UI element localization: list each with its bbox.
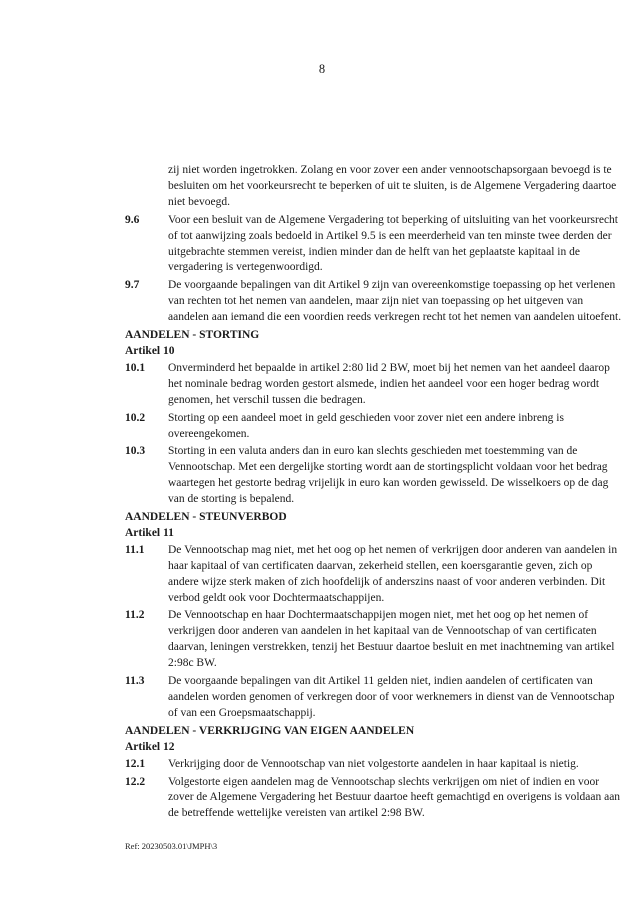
section-heading-eigen-aandelen: AANDELEN - VERKRIJGING VAN EIGEN AANDELEN (125, 724, 415, 737)
clause-number: 10.1 (125, 361, 146, 374)
clause-text: De voorgaande bepalingen van dit Artikel 11 gelden niet, indien aandelen of certificaten van aandelen worden genomen of verkregen door of voor werknemers in dienst van de Vennootschap of van een Groepsmaatschappij. (168, 675, 615, 719)
clause-text: Storting in een valuta anders dan in euro kan slechts geschieden met toestemming van de Vennootschap. Met een dergelijke storting wordt aan de stortingsplicht voldaan voor het bedrag waartegen het gestorte bedrag vrijelijk in euro kan worden gewisseld. De wisselkoers op de dag van de storting is bepalend. (168, 445, 609, 506)
clause-11-1 (125, 543, 625, 607)
clause-number: 11.2 (125, 609, 145, 622)
clause-9-7 (125, 278, 625, 326)
footer-reference: Ref: 20230503.01\JMPH\3 (125, 841, 218, 851)
section-heading-steunverbod: AANDELEN - STEUNVERBOD (125, 511, 287, 524)
clause-number: 9.7 (125, 279, 140, 292)
continuation-text: zij niet worden ingetrokken. Zolang en voor zover een ander vennootschapsorgaan bevoegd is te besluiten om het voorkeursrecht te beperken of uit te sluiten, is de Algemene Vergadering daartoe niet bevoegd. (168, 164, 617, 208)
clause-text: Verkrijging door de Vennootschap van niet volgestorte aandelen in haar kapitaal is nietig. (168, 757, 579, 770)
clause-text: De voorgaande bepalingen van dit Artikel 9 zijn van overeenkomstige toepassing op het verlenen van rechten tot het nemen van aandelen, maar zijn niet van toepassing op het uitgeven van aandelen aan iemand die een voordien reeds verkregen recht tot het nemen van aandelen uitoefent. (168, 279, 622, 324)
page-number: 8 (318, 62, 326, 76)
artikel-10-title: Artikel 10 (125, 344, 175, 357)
clause-text: Onverminderd het bepaalde in artikel 2:80 lid 2 BW, moet bij het nemen van het aandeel daarop het nominale bedrag worden gestort alsmede, indien het aandeel voor een hoger bedrag wordt genomen, het verschil tussen die bedragen. (168, 361, 610, 406)
clause-11-2 (125, 608, 625, 672)
clause-text: Storting op een aandeel moet in geld geschieden voor zover niet een andere inbreng is overeengekomen. (168, 411, 564, 440)
clause-12-2 (125, 775, 625, 823)
document-body (125, 163, 625, 824)
clause-number: 11.1 (125, 543, 145, 556)
clause-number: 12.1 (125, 757, 146, 770)
clause-10-2 (125, 411, 625, 443)
clause-number: 12.2 (125, 775, 146, 788)
clause-number: 10.2 (125, 411, 146, 424)
clause-12-1 (125, 757, 625, 773)
clause-text: Volgestorte eigen aandelen mag de Vennootschap slechts verkrijgen om niet of indien en voor zover de Algemene Vergadering het Bestuur daartoe heeft gemachtigd en overigens is voldaan aan de betreffende wettelijke vereisten van artikel 2:98 BW. (168, 775, 621, 820)
clause-10-3 (125, 444, 625, 508)
clause-text: De Vennootschap en haar Dochtermaatschappijen mogen niet, met het oog op het nemen of verkrijgen door anderen van aandelen in het kapitaal van de Vennootschap of van certificaten daarvan, leningen verstrekken, tenzij het Bestuur daartoe besluit en met inachtneming van artikel 2:98c BW. (168, 609, 615, 670)
artikel-11-title: Artikel 11 (125, 526, 174, 539)
section-heading-storting: AANDELEN - STORTING (125, 329, 260, 342)
clause-11-3 (125, 674, 625, 722)
clause-number: 11.3 (125, 675, 145, 688)
clause-text: Voor een besluit van de Algemene Vergadering tot beperking of uitsluiting van het voorkeursrecht of tot aanwijzing zoals bedoeld in Artikel 9.5 is een meerderheid van ten minste twee derden der uitgebrachte stemmen vereist, indien minder dan de helft van het geplaatste kapitaal in de vergadering is vertegenwoordigd. (168, 213, 618, 274)
clause-10-1 (125, 361, 625, 409)
clause-9-6 (125, 213, 625, 277)
clause-text: De Vennootschap mag niet, met het oog op het nemen of verkrijgen door anderen van aandelen in haar kapitaal of van certificaten daarvan, zekerheid stellen, een koersgarantie geven, zich op andere wijze sterk maken of zich hoofdelijk of anderszins naast of voor anderen verbinden. Dit verbod geldt ook voor Dochtermaatschappijen. (168, 543, 618, 604)
artikel-12-title: Artikel 12 (125, 740, 175, 753)
clause-number: 9.6 (125, 213, 140, 226)
clause-number: 10.3 (125, 445, 146, 458)
